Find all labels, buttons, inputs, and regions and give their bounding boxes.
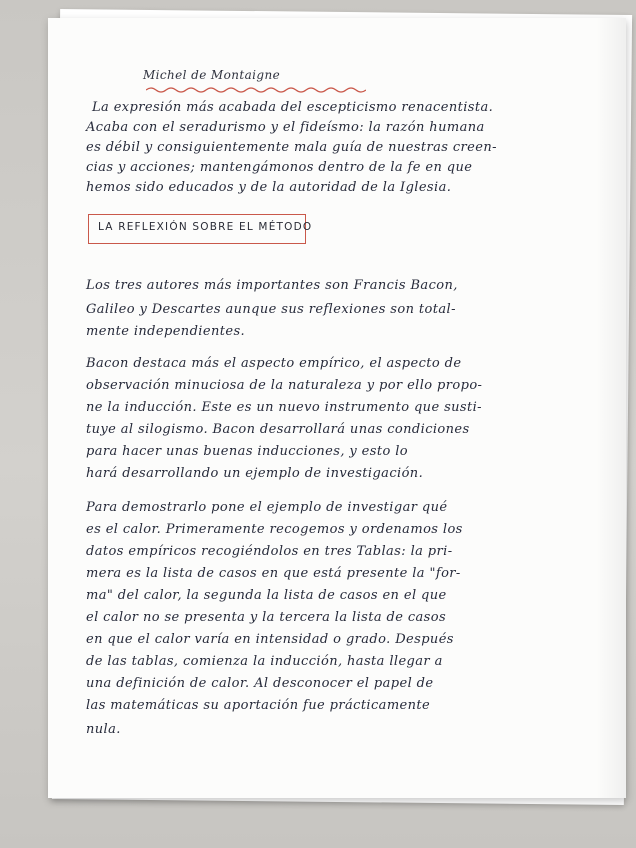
paragraph-line: nula. xyxy=(86,722,121,737)
page-edge-shading xyxy=(596,18,626,798)
paragraph-line: en que el calor varía en intensidad o grado. Después xyxy=(86,632,454,647)
intro-line: Acaba con el seradurismo y el fideísmo: la razón humana xyxy=(86,120,485,135)
paragraph-line: ma" del calor, la segunda la lista de casos en el que xyxy=(86,588,447,603)
paragraph-line: observación minuciosa de la naturaleza y por ello propo- xyxy=(86,378,483,393)
author-heading: Michel de Montaigne xyxy=(143,68,281,82)
paragraph-line: las matemáticas su aportación fue prácticamente xyxy=(86,698,431,713)
intro-line: cias y acciones; mantengámonos dentro de la fe en que xyxy=(86,160,473,175)
paragraph-line: para hacer unas buenas inducciones, y esto lo xyxy=(86,444,409,459)
paragraph-line: es el calor. Primeramente recogemos y ordenamos los xyxy=(86,522,463,537)
paragraph-line: Galileo y Descartes aunque sus reflexiones son total- xyxy=(86,302,456,317)
intro-line: La expresión más acabada del escepticismo renacentista. xyxy=(92,100,494,115)
paragraph-line: Bacon destaca más el aspecto empírico, el aspecto de xyxy=(86,356,462,371)
intro-line: hemos sido educados y de la autoridad de la Iglesia. xyxy=(86,180,452,195)
intro-line: es débil y consiguientemente mala guía de nuestras creen- xyxy=(86,140,497,155)
paragraph-line: de las tablas, comienza la inducción, hasta llegar a xyxy=(86,654,443,669)
paragraph-line: mera es la lista de casos en que está presente la "for- xyxy=(86,566,461,581)
paragraph-line: Los tres autores más importantes son Francis Bacon, xyxy=(86,278,458,293)
paragraph-line: Para demostrarlo pone el ejemplo de investigar qué xyxy=(86,500,448,515)
notebook-page xyxy=(48,18,626,798)
paragraph-line: datos empíricos recogiéndolos en tres Tablas: la pri- xyxy=(86,544,453,559)
paragraph-line: tuye al silogismo. Bacon desarrollará unas condiciones xyxy=(86,422,470,437)
paragraph-line: hará desarrollando un ejemplo de investigación. xyxy=(86,466,424,481)
section-title: LA REFLEXIÓN SOBRE EL MÉTODO xyxy=(98,221,313,233)
paragraph-line: mente independientes. xyxy=(86,324,246,339)
paragraph-line: ne la inducción. Este es un nuevo instrumento que susti- xyxy=(86,400,482,415)
author-wavy-underline xyxy=(146,86,366,94)
paragraph-line: una definición de calor. Al desconocer el papel de xyxy=(86,676,434,691)
paragraph-line: el calor no se presenta y la tercera la lista de casos xyxy=(86,610,447,625)
